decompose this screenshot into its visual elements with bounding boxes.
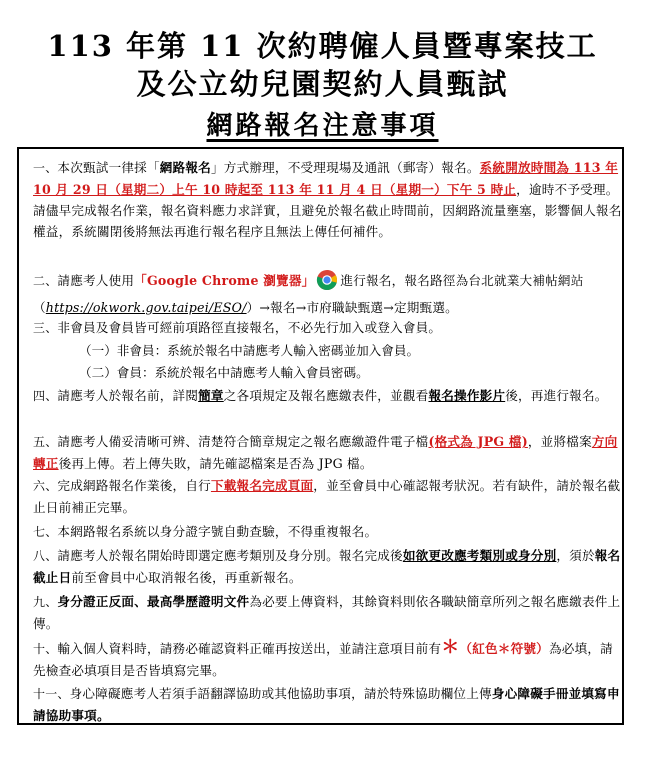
item-text: 前至會員中心取消報名後，再重新報名。 xyxy=(71,570,302,585)
item-number: 八、 xyxy=(33,549,58,563)
item-text: 完成網路報名作業後，自行 xyxy=(57,478,211,493)
item-text: 輸入個人資料時，請務必確認資料正確再按送出，並請注意項目前有 xyxy=(57,641,442,656)
title-line-1: 113 年第 11 次約聘僱人員暨專案技工 xyxy=(47,29,598,63)
sub-item-member: （二）會員：系統於報名中請應考人輸入會員密碼。 xyxy=(79,365,369,380)
chrome-icon xyxy=(316,269,338,297)
notice-item-1 xyxy=(33,157,623,242)
item-text: ，須於 xyxy=(556,548,595,563)
item-number: 六、 xyxy=(33,479,58,493)
notice-item-4 xyxy=(33,385,623,407)
required-mark-note: （紅色＊符號） xyxy=(459,641,549,656)
item-text: 後，再進行報名。 xyxy=(505,388,608,403)
item-text: 請應考人於報名前，詳閱 xyxy=(57,388,199,403)
browser-requirement: 「Google Chrome 瀏覽器」 xyxy=(134,273,315,288)
sub-item-non-member: （一）非會員：系統於報名中請應考人輸入密碼並加入會員。 xyxy=(79,343,420,358)
brochure-link[interactable]: 簡章 xyxy=(198,388,224,403)
notice-item-5 xyxy=(33,431,623,474)
notice-item-10 xyxy=(33,637,623,681)
item-text: 」方式辦理，不受理現場及通訊（郵寄）報名。 xyxy=(210,160,480,175)
item-text: 身心障礙應考人若須手語翻譯協助或其他協助事項，請於特殊協助欄位上傳 xyxy=(69,686,492,701)
item-number: 九、 xyxy=(33,595,58,609)
registration-period: 系統開放時間為 113 年 10 月 29 日（星期二）上午 10 時起至 113 年 11 月 4 日（星期一）下午 5 時止 xyxy=(33,160,619,197)
item-text: 之各項規定及報名應繳表件，並觀看 xyxy=(223,388,429,403)
item-text: ，逾時不予受理。請儘早完成報名作業，報名資料應力求詳實，且避免於報名截止時間前，因網路流量壅塞，影響個人報名權益，系統關閉後將無法再進行報名程序且無法上傳任何補件。 xyxy=(33,182,622,239)
item-text: ，並將檔案 xyxy=(527,434,592,449)
item-number: 四、 xyxy=(33,389,58,403)
item-text: 後再上傳。若上傳失敗，請先確認檔案是否為 JPG 檔。 xyxy=(58,456,373,471)
orientation-note: 方向轉正 xyxy=(33,434,618,471)
item-number: 三、 xyxy=(33,321,58,335)
notice-item-8 xyxy=(33,545,623,588)
page-subtitle: 網路報名注意事項 xyxy=(206,111,439,141)
item-number: 一、 xyxy=(33,161,58,175)
notice-item-11 xyxy=(33,683,623,726)
item-emphasis: 如欲更改應考類別或身分別 xyxy=(402,548,557,563)
item-text: 為必要上傳資料，其餘資料則依各職缺簡章所列之報名應繳表件上傳。 xyxy=(33,594,621,631)
notice-item-7 xyxy=(33,521,623,543)
item-text: 為必填，請先檢查必填項目是否皆填寫完畢。 xyxy=(33,641,613,678)
item-text: ）→報名→市府職缺甄選→定期甄選。 xyxy=(246,300,458,315)
item-number: 十、 xyxy=(33,642,58,656)
item-text: 請應考人備妥清晰可辨、清楚符合簡章規定之報名應繳證件電子檔 xyxy=(57,434,429,449)
notice-item-2 xyxy=(33,269,623,318)
item-number: 五、 xyxy=(33,435,58,449)
item-text: ，並至會員中心確認報考狀況。若有缺件，請於報名截止日前補正完畢。 xyxy=(33,478,621,515)
subtitle-wrap xyxy=(0,105,645,142)
item-text: 進行報名，報名路徑為台北就業大補帖網站（ xyxy=(33,273,584,315)
item-text: 本次甄試一律採「 xyxy=(57,160,160,175)
item-emphasis: 身心障礙手冊並填寫申請協助事項。 xyxy=(33,686,620,723)
item-text: 本網路報名系統以身分證字號自動查驗，不得重複報名。 xyxy=(57,524,378,539)
notice-item-9 xyxy=(33,591,623,634)
item-text: 請應考人於報名開始時即選定應考類別及身分別。報名完成後 xyxy=(57,548,403,563)
item-emphasis: 身分證正反面、最高學歷證明文件 xyxy=(57,594,250,609)
item-text: 請應考人使用 xyxy=(57,273,135,288)
item-emphasis: 報名截止日 xyxy=(33,548,621,585)
item-emphasis: 網路報名 xyxy=(159,160,211,175)
notice-box xyxy=(17,147,624,725)
item-text: 非會員及會員皆可經前項路徑直接報名，不必先行加入或登入會員。 xyxy=(57,320,442,335)
download-confirmation-note: 下載報名完成頁面 xyxy=(210,478,314,493)
notice-item-6 xyxy=(33,475,623,518)
item-number: 七、 xyxy=(33,525,58,539)
tutorial-video-link[interactable]: 報名操作影片 xyxy=(428,388,506,403)
item-number: 二、 xyxy=(33,274,58,288)
item-number: 十一、 xyxy=(33,687,70,701)
title-line-2: 及公立幼兒園契約人員甄試 xyxy=(136,67,509,101)
notice-item-3 xyxy=(33,317,623,339)
required-star-icon: ＊ xyxy=(441,637,460,658)
registration-link[interactable]: https://okwork.gov.taipei/ESO/ xyxy=(45,300,247,315)
file-format-note: (格式為 JPG 檔) xyxy=(428,434,528,449)
